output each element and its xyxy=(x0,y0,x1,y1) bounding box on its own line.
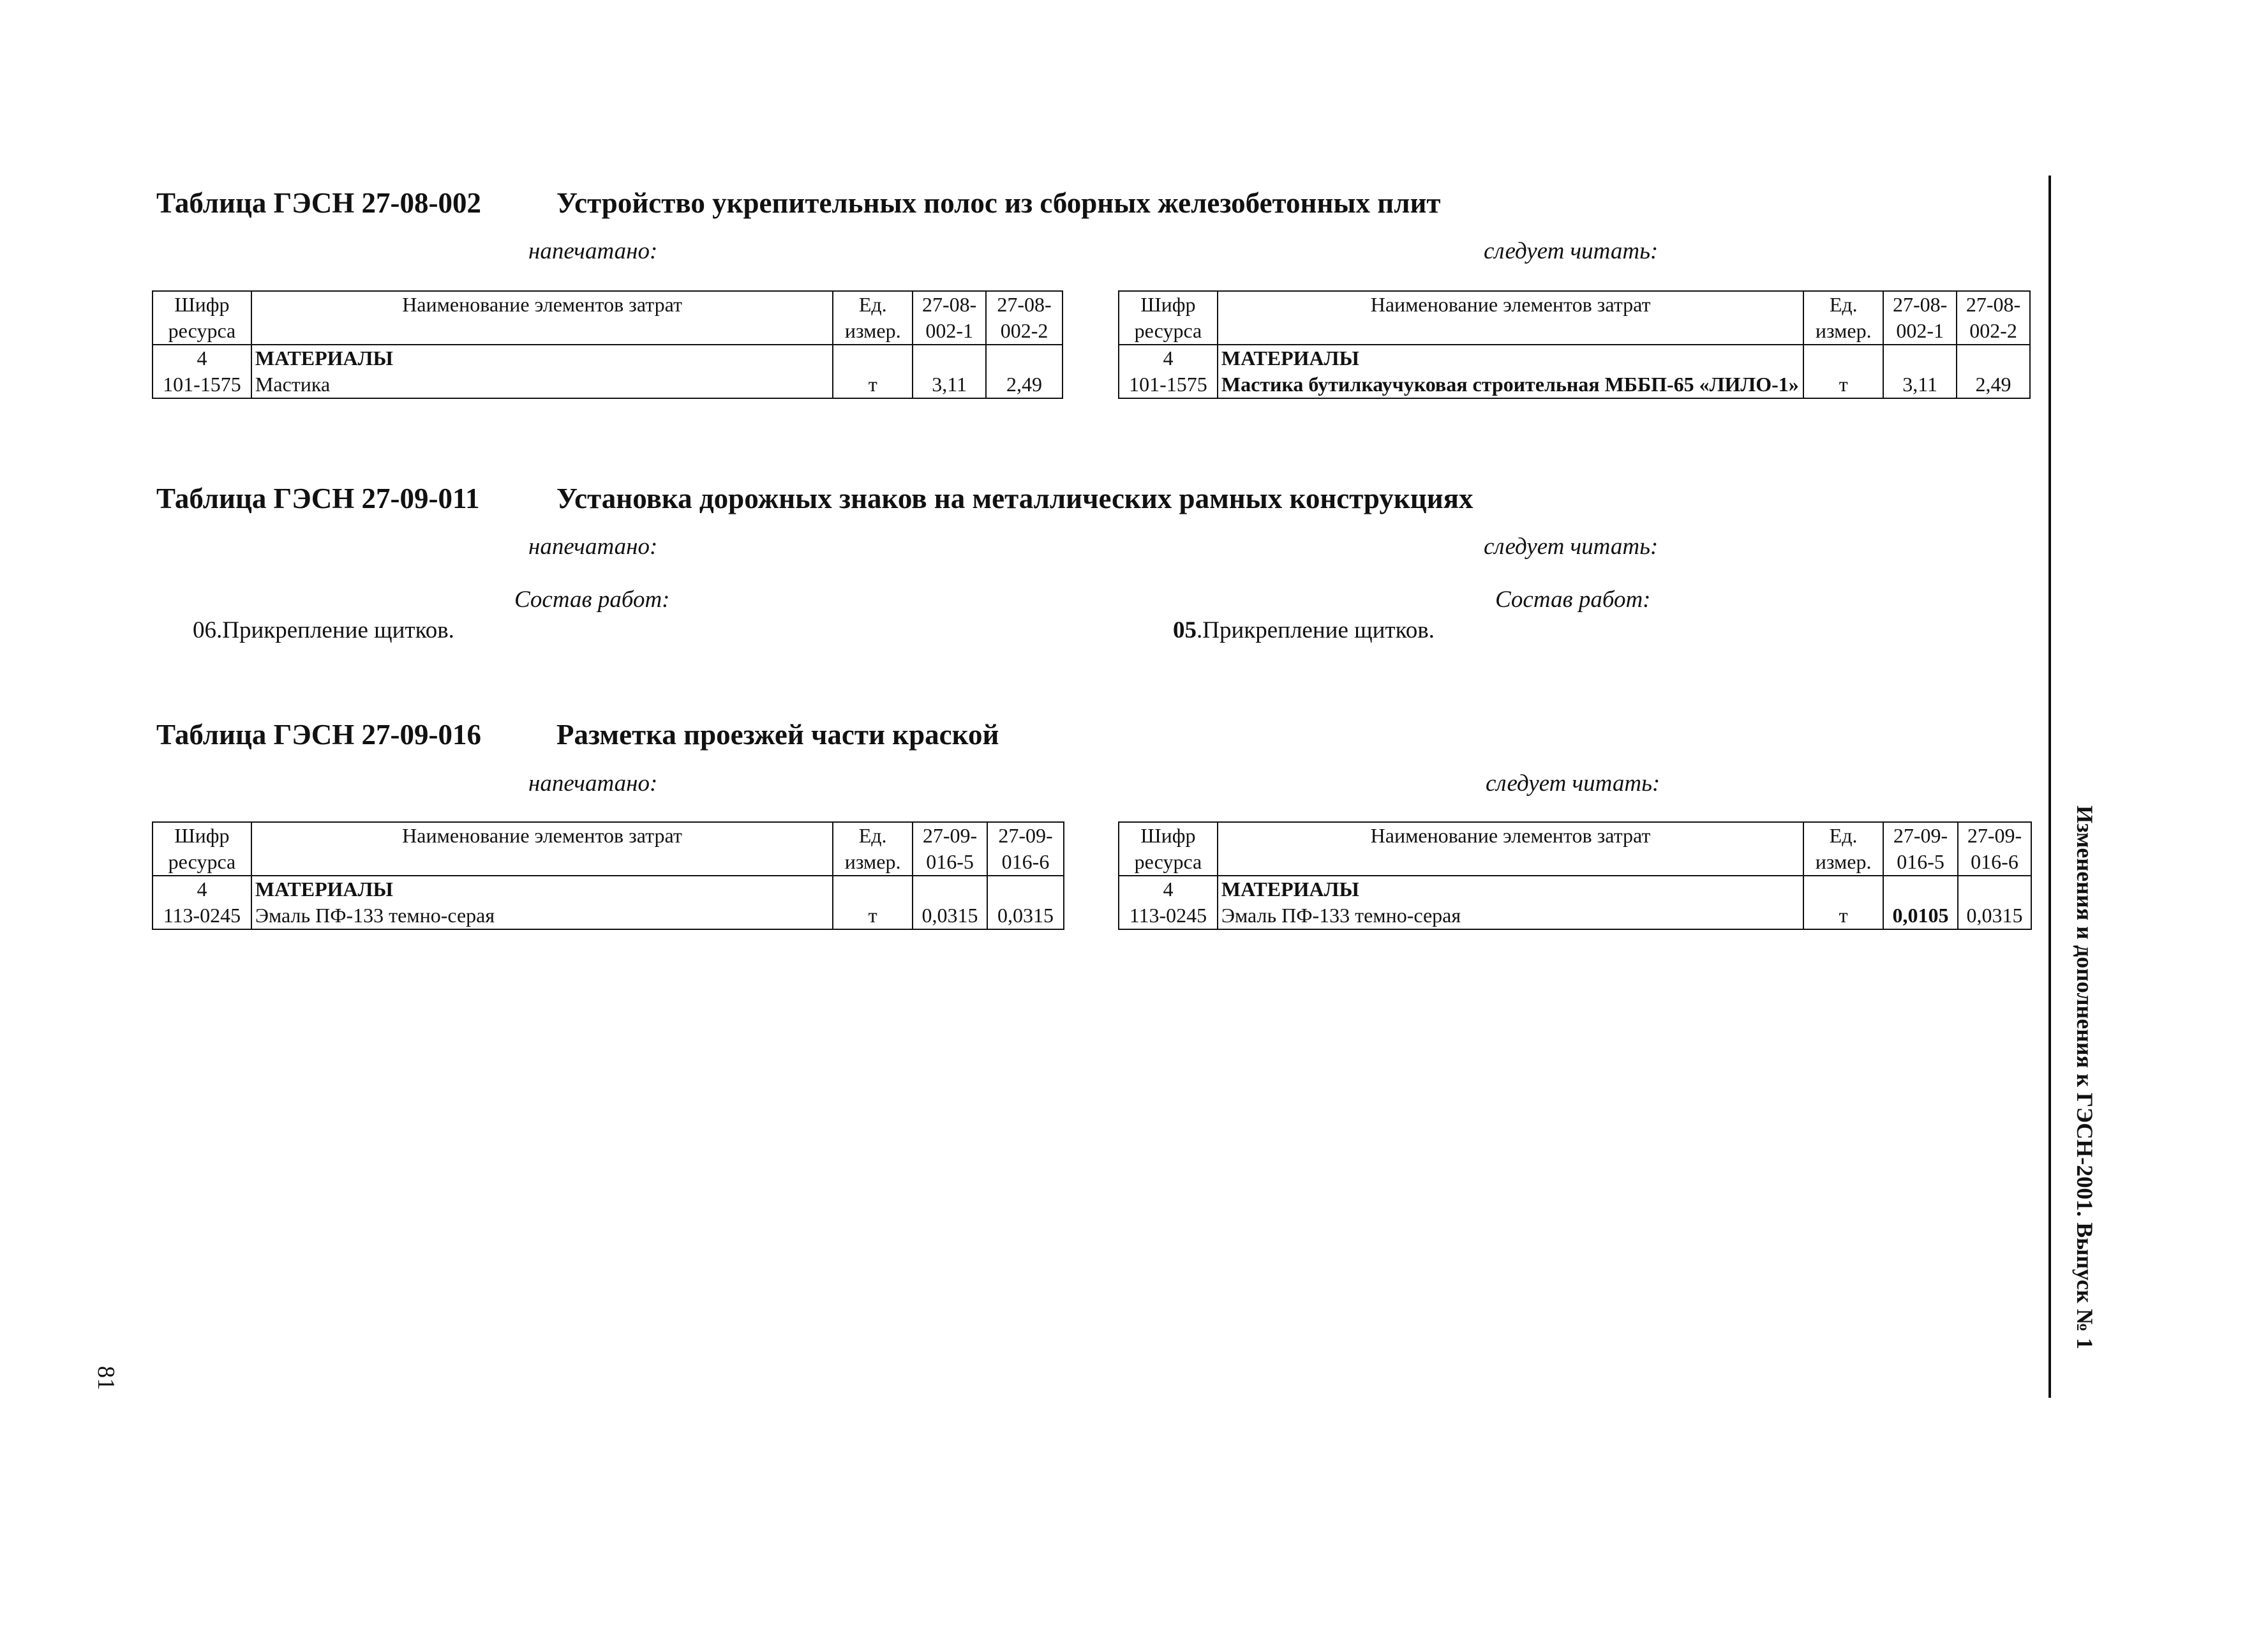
cell-col1 xyxy=(913,876,987,902)
section-3-code: Таблица ГЭСН 27-09-016 xyxy=(156,719,481,751)
cell-col1: 0,0105 xyxy=(1883,902,1958,929)
cell-name: МАТЕРИАЛЫ xyxy=(251,876,833,902)
cell-unit xyxy=(1803,876,1883,902)
header-cell-unit: Ед. измер. xyxy=(1803,822,1883,876)
cell-code: 4 xyxy=(153,345,251,371)
cell-unit xyxy=(833,876,913,902)
cell-unit: т xyxy=(833,902,913,929)
cell-unit xyxy=(1803,345,1883,371)
cell-code: 113-0245 xyxy=(1119,902,1218,929)
header-cell-unit: Ед. измер. xyxy=(1803,291,1883,345)
header-cell-name: Наименование элементов затрат xyxy=(1218,291,1803,345)
header-cell-col1: 27-09- 016-5 xyxy=(913,822,987,876)
section-1-correct-label: следует читать: xyxy=(1484,238,1659,264)
cell-name: МАТЕРИАЛЫ xyxy=(1218,345,1803,371)
cell-unit: т xyxy=(1803,371,1883,398)
cell-unit: т xyxy=(833,371,913,398)
section-1-corrected-table xyxy=(1118,290,2031,399)
table-row xyxy=(1119,345,2030,371)
sidebar-rule xyxy=(2048,176,2051,1398)
cell-name: Эмаль ПФ-133 темно-серая xyxy=(251,902,833,929)
section-3-correct-label: следует читать: xyxy=(1486,770,1660,797)
cell-col1: 3,11 xyxy=(913,371,986,398)
cell-code: 4 xyxy=(153,876,251,902)
table-row xyxy=(153,345,1063,371)
header-cell-col2: 27-08- 002-2 xyxy=(1957,291,2030,345)
cell-code: 4 xyxy=(1119,876,1218,902)
section-1-printed-label: напечатано: xyxy=(528,238,658,264)
section-3-corrected-table xyxy=(1118,821,2032,930)
section-1-title: Устройство укрепительных полос из сборных железобетонных плит xyxy=(556,187,1441,219)
cell-code: 4 xyxy=(1119,345,1218,371)
cell-col2: 2,49 xyxy=(986,371,1063,398)
table-row xyxy=(1119,371,2030,398)
header-cell-col1: 27-08- 002-1 xyxy=(913,291,986,345)
section-3-printed-label: напечатано: xyxy=(528,770,658,797)
section-2-left-works-label: Состав работ: xyxy=(514,587,670,613)
cell-col2 xyxy=(986,345,1063,371)
page-number: 81 xyxy=(93,1366,119,1390)
cell-col1 xyxy=(1883,345,1957,371)
sidebar-title: Изменения и дополнения к ГЭСН-2001. Выпуск № 1 xyxy=(2072,805,2098,1349)
header-cell-code: Шифр ресурса xyxy=(153,291,251,345)
table-row xyxy=(1119,876,2031,902)
header-cell-unit: Ед. измер. xyxy=(833,291,913,345)
works-item-text: .Прикрепление щитков. xyxy=(1197,617,1435,643)
cell-col2 xyxy=(1958,876,2031,902)
cell-code: 101-1575 xyxy=(153,371,251,398)
section-2-right-works-label: Состав работ: xyxy=(1495,587,1651,613)
cell-col2: 2,49 xyxy=(1957,371,2030,398)
cell-name: Мастика бутилкаучуковая строительная МББП-65 «ЛИЛО-1» xyxy=(1218,371,1803,398)
cell-unit: т xyxy=(1803,902,1883,929)
section-2-printed-label: напечатано: xyxy=(528,534,658,560)
header-cell-col1: 27-08- 002-1 xyxy=(1883,291,1957,345)
cell-col1 xyxy=(1883,876,1958,902)
section-2-right-works-item xyxy=(1173,617,1435,644)
section-2-left-works-item: 06.Прикрепление щитков. xyxy=(193,617,454,643)
works-item-number: 05 xyxy=(1173,617,1197,643)
cell-name: Эмаль ПФ-133 темно-серая xyxy=(1218,902,1803,929)
section-3-title: Разметка проезжей части краской xyxy=(556,719,999,751)
header-cell-col2: 27-09- 016-6 xyxy=(1958,822,2031,876)
cell-col2 xyxy=(1957,345,2030,371)
header-cell-col1: 27-09- 016-5 xyxy=(1883,822,1958,876)
cell-col1: 3,11 xyxy=(1883,371,1957,398)
cell-name: МАТЕРИАЛЫ xyxy=(1218,876,1803,902)
table-row xyxy=(153,876,1064,902)
cell-col2: 0,0315 xyxy=(1958,902,2031,929)
header-cell-code: Шифр ресурса xyxy=(153,822,251,876)
cell-col2: 0,0315 xyxy=(987,902,1064,929)
section-2-correct-label: следует читать: xyxy=(1484,534,1659,560)
header-cell-name: Наименование элементов затрат xyxy=(1218,822,1803,876)
header-cell-name: Наименование элементов затрат xyxy=(251,822,833,876)
header-cell-code: Шифр ресурса xyxy=(1119,291,1218,345)
cell-name: Мастика xyxy=(251,371,833,398)
section-3-printed-table xyxy=(152,821,1064,930)
table-row xyxy=(1119,902,2031,929)
cell-code: 113-0245 xyxy=(153,902,251,929)
cell-col1: 0,0315 xyxy=(913,902,987,929)
section-2-title: Установка дорожных знаков на металлических рамных конструкциях xyxy=(556,483,1473,514)
header-cell-unit: Ед. измер. xyxy=(833,822,913,876)
cell-col2 xyxy=(987,876,1064,902)
cell-col1 xyxy=(913,345,986,371)
section-2-code: Таблица ГЭСН 27-09-011 xyxy=(156,483,480,514)
header-cell-name: Наименование элементов затрат xyxy=(251,291,833,345)
header-cell-code: Шифр ресурса xyxy=(1119,822,1218,876)
table-row xyxy=(153,902,1064,929)
cell-unit xyxy=(833,345,913,371)
header-cell-col2: 27-08- 002-2 xyxy=(986,291,1063,345)
cell-code: 101-1575 xyxy=(1119,371,1218,398)
cell-name: МАТЕРИАЛЫ xyxy=(251,345,833,371)
table-row xyxy=(153,371,1063,398)
section-1-printed-table xyxy=(152,290,1063,399)
header-cell-col2: 27-09- 016-6 xyxy=(987,822,1064,876)
section-1-code: Таблица ГЭСН 27-08-002 xyxy=(156,187,481,219)
